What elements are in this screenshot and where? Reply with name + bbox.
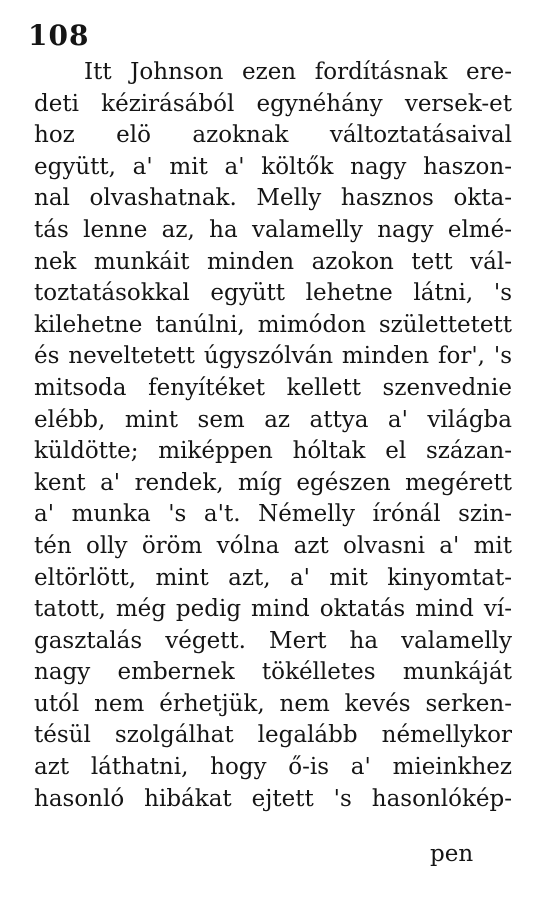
text-line: elébb, mint sem az attya a' világba bbox=[34, 406, 512, 433]
catchword: pen bbox=[430, 841, 474, 867]
text-line: deti kézirásából egynéhány versek-et bbox=[34, 90, 512, 117]
text-line: és neveltetett úgyszólván minden for', 's bbox=[34, 343, 512, 370]
text-line: együtt, a' mit a' költők nagy haszon- bbox=[34, 153, 512, 180]
text-line: hoz elö azoknak változtatásaival bbox=[34, 122, 512, 149]
text-line: kent a' rendek, míg egészen megérett bbox=[34, 469, 512, 496]
text-line: nek munkáit minden azokon tett vál- bbox=[34, 248, 512, 275]
text-line: nagy embernek tökélletes munkáját bbox=[34, 659, 512, 686]
text-line: eltörlött, mint azt, a' mit kinyomtat- bbox=[34, 564, 512, 591]
text-line: tén olly öröm vólna azt olvasni a' mit bbox=[34, 532, 512, 559]
text-line: kilehetne tanúlni, mimódon születtetett bbox=[34, 311, 512, 338]
text-line: hasonló hibákat ejtett 's hasonlókép- bbox=[34, 785, 512, 812]
body-text bbox=[34, 57, 512, 815]
text-line: küldötte; miképpen hóltak el százan- bbox=[34, 438, 512, 465]
text-line: utól nem érhetjük, nem kevés serken- bbox=[34, 690, 512, 717]
text-line: a' munka 's a't. Némelly írónál szin- bbox=[34, 501, 512, 528]
text-line: toztatásokkal együtt lehetne látni, 's bbox=[34, 280, 512, 307]
text-line: tatott, még pedig mind oktatás mind ví- bbox=[34, 596, 512, 623]
text-line: tás lenne az, ha valamelly nagy elmé- bbox=[34, 216, 512, 243]
page-number: 108 bbox=[28, 19, 90, 52]
text-line: nal olvashatnak. Melly hasznos okta- bbox=[34, 185, 512, 212]
text-line: azt láthatni, hogy ő-is a' mieinkhez bbox=[34, 754, 512, 781]
text-line: gasztalás végett. Mert ha valamelly bbox=[34, 627, 512, 654]
text-line: tésül szolgálhat legalább némellykor bbox=[34, 722, 512, 749]
text-line: Itt Johnson ezen fordításnak ere- bbox=[84, 59, 512, 85]
text-line: mitsoda fenyítéket kellett szenvednie bbox=[34, 374, 512, 401]
